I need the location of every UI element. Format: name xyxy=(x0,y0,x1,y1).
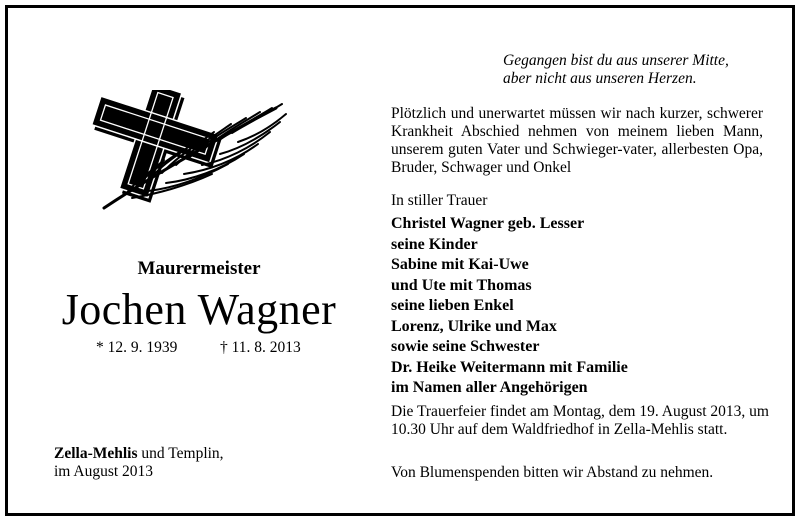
quote-line-2: aber nicht aus unseren Herzen. xyxy=(503,70,697,87)
deceased-profession: Maurermeister xyxy=(137,258,261,279)
mourner-line: seine lieben Enkel xyxy=(391,297,514,314)
birth-date: * 12. 9. 1939 xyxy=(96,339,178,356)
memorial-quote xyxy=(503,52,729,88)
mourner-line: Dr. Heike Weitermann mit Familie xyxy=(391,358,628,376)
cross-with-palm-frond-icon xyxy=(86,90,316,215)
death-date: † 11. 8. 2013 xyxy=(220,339,301,356)
place-and-date xyxy=(54,445,224,481)
mourner-line: seine Kinder xyxy=(391,235,478,253)
quote-line-1: Gegangen bist du aus unserer Mitte, xyxy=(503,52,729,69)
obituary-card xyxy=(5,5,795,516)
mourner-line: und Ute mit Thomas xyxy=(391,276,532,294)
mourning-heading: In stiller Trauer xyxy=(391,192,488,209)
mourner-line: Lorenz, Ulrike und Max xyxy=(391,317,557,335)
deceased-name: Jochen Wagner xyxy=(61,285,337,334)
mourner-line: Sabine mit Kai-Uwe xyxy=(391,256,529,273)
announcement-text: Plötzlich und unerwartet müssen wir nach kurzer, schwerer Krankheit Abschied nehmen von meinem lieben Mann, unserem guten Vater und Schwieger-vater, allerbesten Opa, Bruder, Schwager und Onkel xyxy=(391,105,763,176)
funeral-details: Die Trauerfeier findet am Montag, dem 19. August 2013, um 10.30 Uhr auf dem Waldfriedhof in Zella-Mehlis statt. xyxy=(391,403,769,438)
place-city-rest: und Templin, xyxy=(137,445,224,462)
date-line: im August 2013 xyxy=(54,463,154,480)
mourners-list xyxy=(391,214,628,399)
mourner-line: im Namen aller Angehörigen xyxy=(391,379,588,396)
place-city-bold: Zella-Mehlis xyxy=(54,445,138,462)
place-line xyxy=(54,445,224,463)
flowers-note: Von Blumenspenden bitten wir Abstand zu nehmen. xyxy=(391,464,714,481)
mourner-line: Christel Wagner geb. Lesser xyxy=(391,215,585,232)
mourner-line: sowie seine Schwester xyxy=(391,338,540,355)
